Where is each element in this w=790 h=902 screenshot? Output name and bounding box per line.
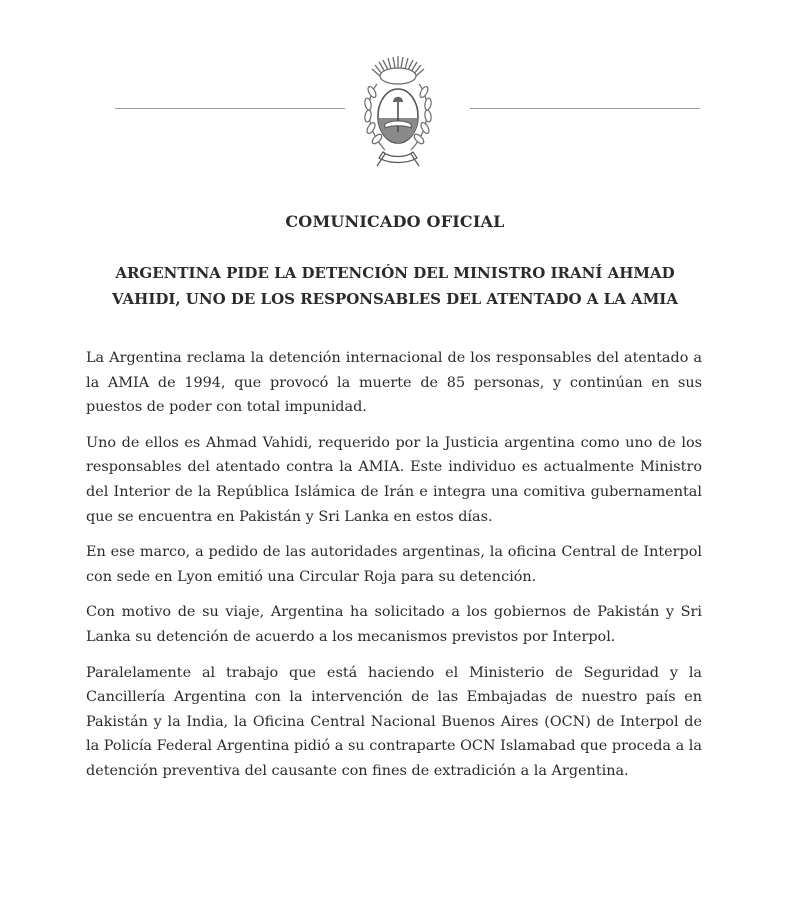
paragraph: Con motivo de su viaje, Argentina ha solicitado a los gobiernos de Pakistán y Sri Lanka su detención de acuerdo a los mecanismos previstos por Interpol. <box>86 604 702 645</box>
paragraph: Paralelamente al trabajo que está haciendo el Ministerio de Seguridad y la Cancillería Argentina con la intervención de las Embajadas de nuestro país en Pakistán y la India, la Oficina Central Nacional Buenos Aires (OCN) de Interpol de la Policía Federal Argentina pidió a su contraparte OCN Islamabad que proceda a la detención preventiva del causante con fines de extradición a la Argentina. <box>86 664 702 779</box>
paragraph: En ese marco, a pedido de las autoridades argentinas, la oficina Central de Interpol con sede en Lyon emitió una Circular Roja para su detención. <box>86 544 702 585</box>
headline <box>95 260 695 312</box>
headline-line: ARGENTINA PIDE LA DETENCIÓN DEL MINISTRO IRANÍ AHMAD <box>115 264 675 282</box>
paragraph: Uno de ellos es Ahmad Vahidi, requerido por la Justicia argentina como uno de los responsables del atentado contra la AMIA. Este individuo es actualmente Ministro del Interior de la República Islámica de Irán e integra una comitiva gubernamental que se encuentra en Pakistán y Sri Lanka en estos días. <box>86 434 702 525</box>
coat-of-arms-icon <box>355 54 441 170</box>
document-body <box>86 346 702 795</box>
header-rule-right <box>470 108 700 109</box>
headline-line: VAHIDI, UNO DE LOS RESPONSABLES DEL ATENTADO A LA AMIA <box>112 290 678 308</box>
paragraph: La Argentina reclama la detención internacional de los responsables del atentado a la AMIA de 1994, que provocó la muerte de 85 personas, y continúan en sus puestos de poder con total impunidad. <box>86 350 702 416</box>
letterhead <box>0 52 790 170</box>
header-rule-left <box>115 108 345 109</box>
document-title: COMUNICADO OFICIAL <box>285 212 505 231</box>
